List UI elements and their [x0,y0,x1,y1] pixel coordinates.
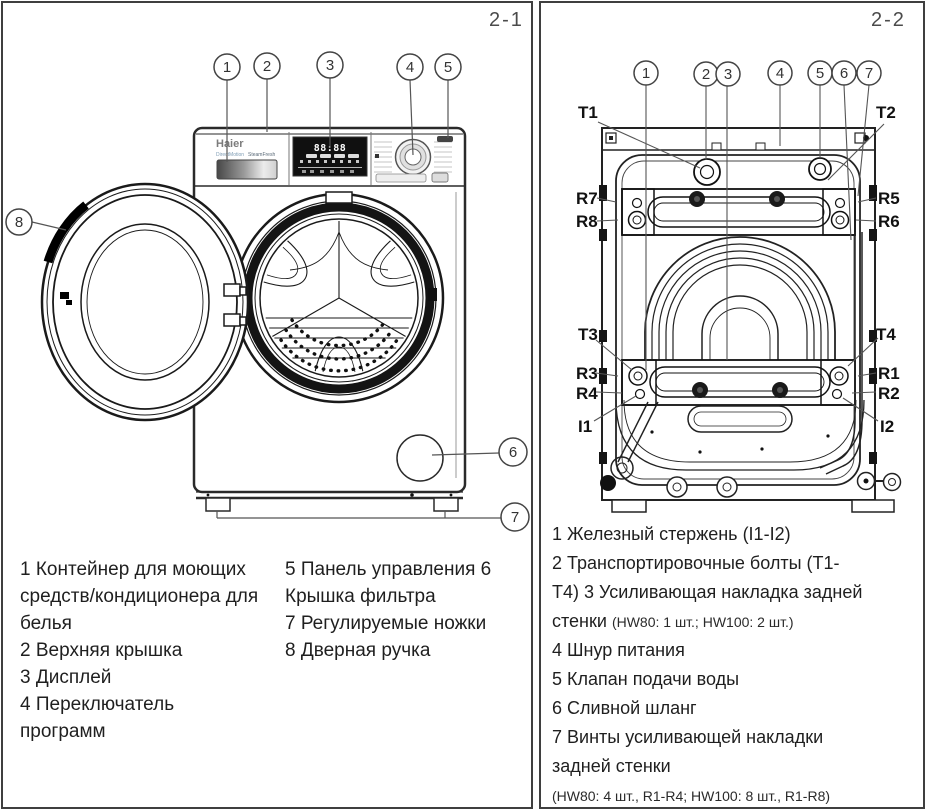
callout-5 [435,54,461,80]
label-i2: I2 [880,417,895,436]
label-r7: R7 [576,189,598,208]
program-strip [376,174,426,182]
svg-text:6: 6 [839,65,849,82]
legend-line: Крышка фильтра [285,586,436,607]
rear-callout-6 [832,61,856,85]
display-digits: 88:88 [313,143,347,154]
callout-8 [6,209,32,235]
door-latch [428,288,437,301]
legend-line: T4) 3 Усиливающая накладка задней [552,582,863,602]
rear-callout-2 [694,62,718,86]
svg-text:5: 5 [815,65,825,82]
svg-text:6: 6 [508,444,518,461]
front-legend-column-2 [285,556,525,664]
label-r4: R4 [576,384,598,403]
figure-label-2-2: 2-2 [871,9,906,31]
rear-callouts [634,61,881,86]
legend-line: 8 Дверная ручка [285,640,431,661]
brand-text: Haier [216,138,244,150]
svg-text:4: 4 [405,59,415,76]
label-r6: R6 [878,212,900,231]
callout-7 [501,503,529,531]
label-t4: T4 [876,325,896,344]
legend-line: белья [20,613,72,634]
callout-6 [499,438,527,466]
svg-text:7: 7 [864,65,874,82]
adjustable-feet [206,498,458,511]
start-button [432,173,448,182]
brand-subtext-2: SteamFresh [248,152,276,158]
legend-line: 4 Переключатель [20,694,175,715]
legend-line: 2 Верхняя крышка [20,640,183,661]
label-r1: R1 [878,364,900,383]
legend-line: средств/кондиционера для [20,586,259,607]
rear-feet [612,500,894,512]
legend-line: 1 Контейнер для моющих [20,559,246,580]
legend-line: 3 Дисплей [20,667,112,688]
lower-bracket [622,360,855,405]
label-t3: T3 [578,325,598,344]
svg-text:7: 7 [510,509,520,526]
callout-3 [317,52,343,78]
legend-line: 7 Винты усиливающей накладки [552,727,824,747]
legend-line: 5 Панель управления 6 [285,559,492,580]
callout-2 [254,53,280,79]
detergent-drawer [217,160,277,179]
brand-subtext-1: DirectMotion [216,152,245,158]
drum [235,192,443,402]
label-t2: T2 [876,103,896,122]
legend-line: стенки (HW80: 1 шт.; HW100: 2 шт.) [552,611,794,631]
figure-label-2-1: 2-1 [489,9,524,31]
svg-text:5: 5 [443,59,453,76]
legend-line: задней стенки [552,756,671,776]
legend-line: 2 Транспортировочные болты (T1- [552,553,840,573]
label-i1: I1 [578,417,593,436]
svg-text:1: 1 [222,59,232,76]
rear-callout-1 [634,61,658,85]
power-button [437,136,453,142]
svg-text:2: 2 [262,58,272,75]
rear-callout-3 [716,62,740,86]
rear-legend [552,520,916,810]
callout-4 [397,54,423,80]
rear-callout-7 [857,61,881,85]
legend-line: 4 Шнур питания [552,640,685,660]
front-legend-column-1 [20,556,282,745]
rear-callout-4 [768,61,792,85]
label-r3: R3 [576,364,598,383]
legend-line: 5 Клапан подачи воды [552,669,740,689]
svg-text:3: 3 [723,66,733,83]
front-view-diagram [0,0,533,555]
legend-line: 6 Сливной шланг [552,698,697,718]
svg-text:3: 3 [325,57,335,74]
svg-text:4: 4 [775,65,785,82]
label-r8: R8 [576,212,598,231]
legend-line: 7 Регулируемые ножки [285,613,487,634]
svg-text:1: 1 [641,65,651,82]
top-bracket [622,189,855,235]
rear-callout-5 [808,61,832,85]
svg-text:8: 8 [14,214,24,231]
label-r5: R5 [878,189,900,208]
callout-1 [214,54,240,80]
label-t1: T1 [578,103,598,122]
legend-line: 1 Железный стержень (I1-I2) [552,524,791,544]
door [42,184,248,420]
legend-line: (HW80: 4 шт., R1-R4; HW100: 8 шт., R1-R8) [552,788,831,804]
legend-line: программ [20,721,106,742]
rear-view-diagram [540,0,926,515]
label-r2: R2 [878,384,900,403]
svg-text:2: 2 [701,66,711,83]
filter-cover [397,435,443,481]
